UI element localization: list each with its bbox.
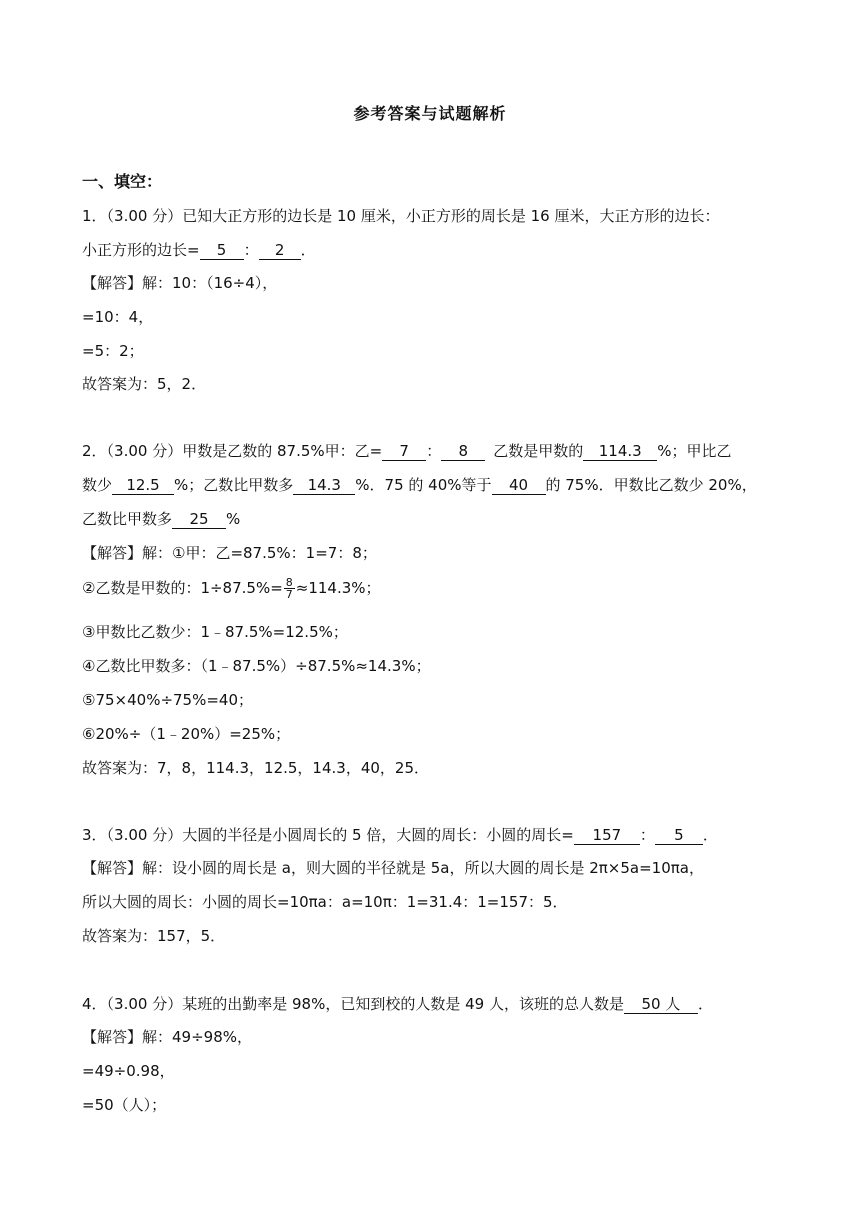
q2-line3	[82, 508, 240, 530]
q2-line1-text-c: 乙数是甲数的	[493, 442, 584, 460]
q3-solution-2: 所以大圆的周长：小圆的周长=10πa：a=10π：1=31.4：1=157：5．	[82, 893, 568, 911]
q2-line2-text-c: %．75 的 40%等于	[355, 476, 492, 494]
q2-blank-5: 14.3	[293, 476, 355, 495]
q4-end: ．	[697, 995, 713, 1013]
q2-line2-text-d: 的 75%．甲数比乙数少 20%，	[545, 476, 757, 494]
fraction-denominator: 7	[285, 588, 293, 601]
q3-solution-1: 【解答】解：设小圆的周长是 a，则大圆的半径就是 5a，所以大圆的周长是 2π×5a=10πa，	[82, 859, 704, 877]
q2-line1-text: 2．（3.00 分）甲数是乙数的 87.5%甲：乙=	[82, 442, 383, 460]
q2-line1-text-d: %；甲比乙	[657, 442, 732, 460]
q2-blank-3: 114.3	[583, 442, 657, 461]
q4-solution-2: =49÷0.98，	[82, 1062, 175, 1080]
q2-solution-2	[82, 577, 381, 600]
q4-line1-text: 4．（3.00 分）某班的出勤率是 98%，已知到校的人数是 49 人，该班的总人数是	[82, 995, 624, 1013]
q2-solution-4: ④乙数比甲数多：（1﹣87.5%）÷87.5%≈14.3%；	[82, 657, 431, 675]
q2-line2-text: 数少	[82, 476, 113, 494]
q3-blank-1: 157	[574, 826, 640, 845]
q3-sep: ：	[639, 826, 655, 844]
q4-solution-1: 【解答】解：49÷98%，	[82, 1028, 252, 1046]
q2-solution-3: ③甲数比乙数少：1﹣87.5%=12.5%；	[82, 623, 348, 641]
q2-blank-2: 8	[441, 442, 485, 461]
q2-solution-5: ⑤75×40%÷75%=40；	[82, 691, 254, 709]
q3-line1-text: 3．（3.00 分）大圆的半径是小圆周长的 5 倍，大圆的周长：小圆的周长=	[82, 826, 574, 844]
q2-line2	[82, 474, 757, 496]
q2-line1	[82, 440, 732, 462]
q1-blank1: 5	[200, 241, 244, 260]
fraction	[284, 577, 295, 600]
q1-end: ．	[300, 241, 316, 259]
q4-blank-1: 50 人	[624, 995, 698, 1014]
q2-solution-2-text-b: ≈114.3%；	[295, 579, 381, 597]
q4-solution-3: =50（人）；	[82, 1096, 167, 1114]
q2-blank-6: 40	[492, 476, 546, 495]
q1-solution-1: 【解答】解：10：（16÷4），	[82, 274, 278, 292]
q2-blank-7: 25	[172, 510, 226, 529]
q1-line2-prefix: 小正方形的边长=	[82, 241, 200, 259]
q2-solution-6: ⑥20%÷（1﹣20%）=25%；	[82, 725, 291, 743]
q2-blank-1: 7	[382, 442, 426, 461]
q2-line2-text-b: %；乙数比甲数多	[174, 476, 294, 494]
q2-line1-sep: ：	[426, 442, 442, 460]
q3-answer: 故答案为：157，5．	[82, 927, 226, 945]
page-title: 参考答案与试题解析	[353, 104, 507, 123]
q3-end: ．	[702, 826, 718, 844]
q1-line1: 1．（3.00 分）已知大正方形的边长是 10 厘米，小正方形的周长是 16 厘米，大正方形的边长：	[82, 207, 720, 225]
q3-blank-2: 5	[655, 826, 703, 845]
q2-line3-text: 乙数比甲数多	[82, 510, 173, 528]
q2-line3-text-b: %	[226, 510, 241, 528]
q4-line1	[82, 993, 713, 1015]
q3-line1	[82, 824, 718, 846]
section-heading: 一、填空：	[82, 172, 163, 191]
fraction-numerator: 8	[285, 576, 293, 589]
q1-blank2: 2	[259, 241, 301, 260]
q2-solution-2-text: ②乙数是甲数的：1÷87.5%=	[82, 579, 283, 597]
q1-line2	[82, 239, 316, 261]
q1-solution-2: =10：4，	[82, 308, 154, 326]
q1-answer: 故答案为：5，2．	[82, 375, 207, 393]
q2-answer: 故答案为：7，8，114.3，12.5，14.3，40，25．	[82, 759, 430, 777]
q1-sep: ：	[243, 241, 259, 259]
q2-blank-4: 12.5	[112, 476, 174, 495]
q2-solution-1: 【解答】解：①甲：乙=87.5%：1=7：8；	[82, 544, 377, 562]
q1-solution-3: =5：2；	[82, 342, 144, 360]
